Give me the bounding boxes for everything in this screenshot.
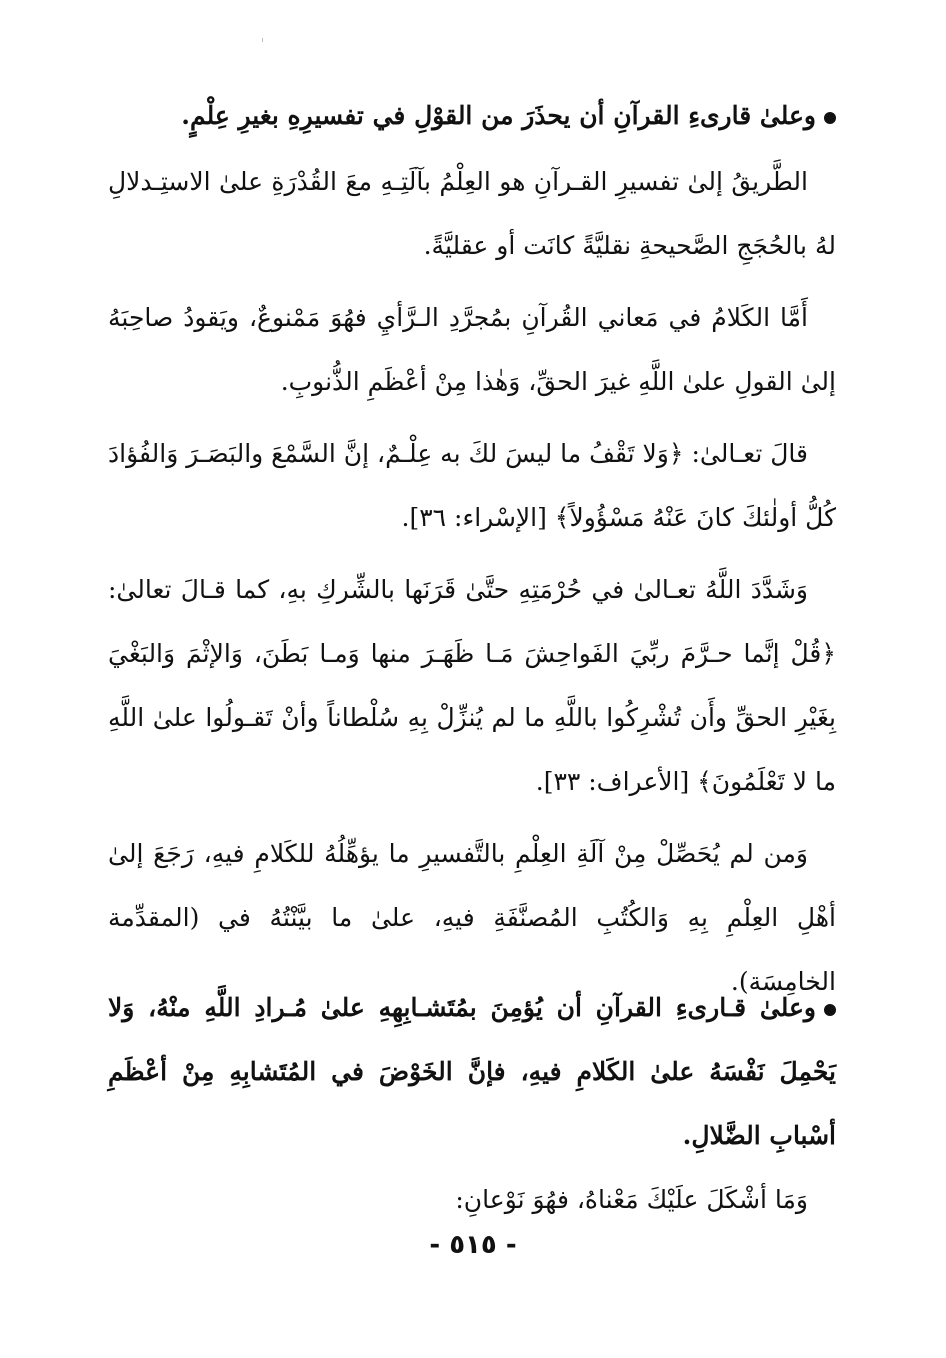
section-2-heading-rest: وَلا يَحْمِلَ نَفْسَهُ علىٰ الكَلامِ فيهِ، فإنَّ الخَوْضَ في المُتَشابِهِ مِنْ أعْظَمِ أسْبابِ الضَّلالِ. [108,993,836,1150]
section-1 [108,84,836,1014]
margin-mark [262,38,263,42]
paragraph-quran-verse-araf: وَشَدَّدَ اللَّهُ تعـالىٰ في حُرْمَتِهِ حتَّىٰ قَرَنَها بالشِّركِ بهِ، كما قـالَ تعالىٰ: ﴿قُلْ إنَّما حـرَّمَ ربِّيَ الفَواحِشَ مَـا ظَهَـرَ منها وَمـا بَطَنَ، وَالإثْمَ وَالبَغْيَ بِغَيْرِ الحقِّ وأَن تُشْرِكُوا باللَّهِ ما لم يُنزِّلْ بِهِ سُلْطاناً وأنْ تَقـولُوا علىٰ اللَّهِ ما لا تَعْلَمُونَ﴾ [الأعراف: ٣٣]. [108,575,836,796]
section-2-heading [108,976,836,1168]
paragraph-opinion-forbidden: أَمَّا الكَلامُ في مَعاني القُرآنِ بمُجرَّدِ الـرَّأيِ فهُوَ مَمْنوعٌ، ويَقودُ صاحِبَهُ إلىٰ القولِ علىٰ اللَّهِ غيرَ الحقِّ، وَهٰذا مِنْ أعْظَمِ الذُّنوبِ. [108,303,836,396]
bullet-icon [824,112,836,124]
bullet-icon [824,1004,836,1016]
section-1-heading-text: وعلىٰ قارىءِ القرآنِ أن يحذَرَ من القوْلِ في تفسيرِهِ بغيرِ عِلْمٍ. [181,101,816,130]
section-1-heading [108,84,836,148]
section-2 [108,976,836,1232]
section-2-heading-bold: وعلىٰ قـارىءِ القرآنِ أن يُؤمِنَ بمُتَشـابِهِهِ علىٰ مُـرادِ اللَّهِ منْهُ، [148,993,816,1022]
paragraph-two-kinds: وَمَا أشْكَلَ علَيْكَ مَعْناهُ، فهُوَ نَوْعانِ: [455,1185,808,1214]
paragraph-method-of-tafsir: الطَّريقُ إلىٰ تفسيرِ القـرآنِ هو العِلْمُ بآلَتِـهِ معَ القُدْرَةِ علىٰ الاستِـدلالِ لهُ بالحُجَجِ الصَّحيحةِ نقليَّةً كانَت أو عقليَّةً. [108,167,836,260]
paragraph-return-to-scholars: وَمن لم يُحَصِّلْ مِنْ آلَةِ العِلْمِ بالتَّفسيرِ ما يؤهِّلُهُ للكَلامِ فيهِ، رَجَعَ إلىٰ أهْلِ العِلْمِ بِهِ وَالكُتُبِ المُصنَّفَةِ فيهِ، علىٰ ما بيَّنْتُهُ في (المقدِّمة الخامِسَة). [108,839,836,996]
page-number: - ٥١٥ - [429,1230,517,1260]
paragraph-quran-verse-isra: قالَ تعـالىٰ: ﴿وَلا تَقْفُ ما ليسَ لكَ به عِلْـمٌ، إنَّ السَّمْعَ والبَصَـرَ وَالفُؤادَ كُلُّ أولٰئكَ كانَ عَنْهُ مَسْؤُولاً﴾ [الإسْراء: ٣٦]. [108,439,836,532]
